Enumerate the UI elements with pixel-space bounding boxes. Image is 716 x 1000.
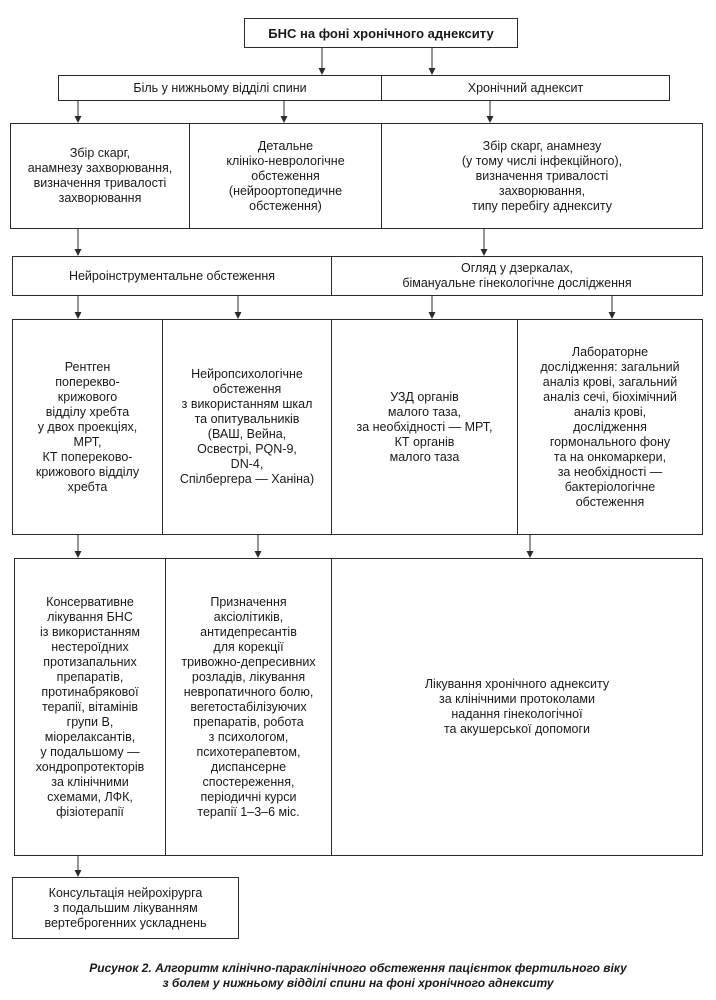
diagram-title: БНС на фоні хронічного аднекситу <box>244 18 518 48</box>
figure-caption: Рисунок 2. Алгоритм клінічно-параклінічного обстеження пацієнток фертильного віку з болем у нижньому відділі спини на фоні хронічного аднекситу <box>89 961 627 990</box>
arrowhead-10 <box>429 312 436 319</box>
arrowhead-2 <box>429 68 436 75</box>
imaging-box: Рентген поперекво- крижового відділу хребта у двох проекціях, МРТ, КТ попереково- крижового відділу хребта <box>12 319 163 535</box>
branch-chronic-adnexitis: Хронічний аднексит <box>381 75 670 101</box>
neuropsych-box: Нейропсихологічне обстеження з використанням шкал та опитувальників (ВАШ, Вейна, Освестрі, PQN-9, DN-4, Спілбергера — Ханіна) <box>162 319 332 535</box>
neuroinstrumental-box: Нейроінструментальне обстеження <box>12 256 332 296</box>
conservative-treatment-box: Консервативне лікування БНС із використанням нестероїдних протизапальних препаратів, протинабрякової терапії, вітамінів групи В, міорелаксантів, у подальшому — хондропротекторів за клінічними схемами, ЛФК, фізіотерапії <box>14 558 166 856</box>
gyn-exam-box: Огляд у дзеркалах, бімануальне гінекологічне дослідження <box>331 256 703 296</box>
neurosurgeon-box: Консультація нейрохірурга з подальшим лікуванням вертеброгенних ускладнень <box>12 877 239 939</box>
branch-low-back-pain: Біль у нижньому відділі спини <box>58 75 382 101</box>
arrowhead-11 <box>609 312 616 319</box>
arrowhead-6 <box>75 249 82 256</box>
arrowhead-1 <box>319 68 326 75</box>
arrowhead-15 <box>75 870 82 877</box>
arrowhead-9 <box>235 312 242 319</box>
arrowhead-5 <box>487 116 494 123</box>
psychotherapy-box: Призначення аксіолітиків, антидепресантів для корекції тривожно-депресивних розладів, лікування невропатичного болю, вегетостабілізуючих препаратів, робота з психологом, психотерапевтом, диспансерне спостереження, періодичні курси терапії 1–3–6 міс. <box>165 558 332 856</box>
arrowhead-13 <box>255 551 262 558</box>
arrowhead-7 <box>481 249 488 256</box>
lab-box: Лабораторне дослідження: загальний аналіз крові, загальний аналіз сечі, біохімічний аналіз крові, дослідження гормонального фону та на онкомаркери, за необхідності — бактеріологічне обстеження <box>517 319 703 535</box>
arrowhead-14 <box>527 551 534 558</box>
arrowhead-8 <box>75 312 82 319</box>
ultrasound-box: УЗД органів малого таза, за необхідності — МРТ, КТ органів малого таза <box>331 319 518 535</box>
arrowhead-4 <box>281 116 288 123</box>
anamnesis-left-box: Збір скарг, анамнезу захворювання, визначення тривалості захворювання <box>10 123 190 229</box>
arrowhead-3 <box>75 116 82 123</box>
anamnesis-right-box: Збір скарг, анамнезу (у тому числі інфекційного), визначення тривалості захворювання, типу перебігу аднекситу <box>381 123 703 229</box>
neuro-exam-box: Детальне клініко-неврологічне обстеження (нейроортопедичне обстеження) <box>189 123 382 229</box>
arrowhead-12 <box>75 551 82 558</box>
adnexitis-treatment-box: Лікування хронічного аднекситу за клінічними протоколами надання гінекологічної та акушерської допомоги <box>331 558 703 856</box>
